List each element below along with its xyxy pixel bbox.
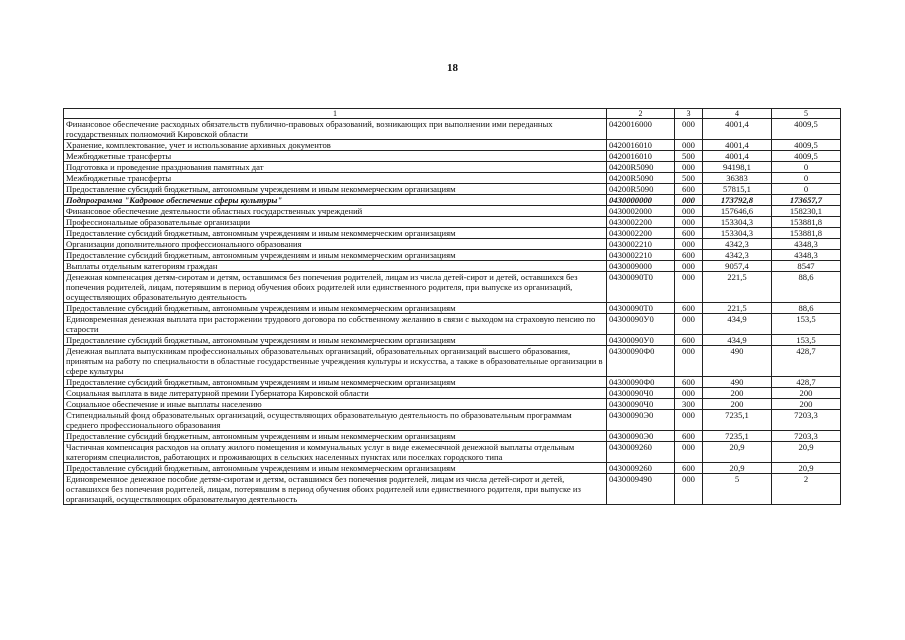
row-value-4-cell: 200 [703,388,772,399]
row-name-cell: Единовременная денежная выплата при расторжении трудового договора по собственному желанию в связи с выходом на страховую пенсию по старости [64,314,607,335]
row-code-cell: 04300090Ф0 [607,346,675,377]
row-value-4-cell: 173792,8 [703,195,772,206]
row-vr-cell: 600 [675,335,703,346]
row-value-5-cell: 153,5 [772,314,841,335]
row-name-cell: Стипендиальный фонд образовательных организаций, осуществляющих образовательную деятельность по образовательным программам среднего профессионального образования [64,410,607,431]
row-code-cell: 0430002200 [607,228,675,239]
row-value-4-cell: 20,9 [703,442,772,463]
row-value-5-cell: 153881,8 [772,217,841,228]
row-value-4-cell: 490 [703,346,772,377]
row-code-cell: 0430000000 [607,195,675,206]
row-value-5-cell: 7203,3 [772,410,841,431]
table-row [64,151,841,162]
row-name-cell: Предоставление субсидий бюджетным, автономным учреждениям и иным некоммерческим организациям [64,377,607,388]
row-vr-cell: 600 [675,250,703,261]
table-row [64,474,841,505]
table-row [64,314,841,335]
table-row [64,303,841,314]
row-name-cell: Выплаты отдельным категориям граждан [64,261,607,272]
table-row [64,250,841,261]
row-code-cell: 0420016010 [607,151,675,162]
row-code-cell: 04300090Ф0 [607,377,675,388]
row-value-4-cell: 153304,3 [703,228,772,239]
row-value-5-cell: 20,9 [772,442,841,463]
row-code-cell: 0430002200 [607,217,675,228]
row-value-4-cell: 5 [703,474,772,505]
row-value-5-cell: 0 [772,162,841,173]
row-name-cell: Предоставление субсидий бюджетным, автономным учреждениям и иным некоммерческим организациям [64,431,607,442]
row-name-cell: Денежная компенсация детям-сиротам и детям, оставшимся без попечения родителей, лицам из числа детей-сирот и детей, оставшихся без попечения родителей, лицам, потерявшим в период обучения обоих родителей или единственного родителя, при выпуске из организаций, осуществляющих образовательную деятельность [64,272,607,303]
row-value-4-cell: 94198,1 [703,162,772,173]
table-row [64,140,841,151]
row-vr-cell: 000 [675,140,703,151]
row-vr-cell: 500 [675,173,703,184]
table-row [64,239,841,250]
row-vr-cell: 000 [675,314,703,335]
header-cell: 2 [607,109,675,119]
row-name-cell: Подготовка и проведение празднования памятных дат [64,162,607,173]
row-value-4-cell: 7235,1 [703,431,772,442]
row-code-cell: 0430002000 [607,206,675,217]
row-code-cell: 04300090Т0 [607,272,675,303]
table-row [64,228,841,239]
table-header-row [64,109,841,119]
row-code-cell: 0420016010 [607,140,675,151]
table-row [64,195,841,206]
row-name-cell: Хранение, комплектование, учет и использование архивных документов [64,140,607,151]
row-value-4-cell: 434,9 [703,314,772,335]
row-vr-cell: 000 [675,217,703,228]
row-code-cell: 04200R5090 [607,184,675,195]
row-value-5-cell: 4009,5 [772,119,841,140]
row-code-cell: 0430009260 [607,463,675,474]
row-name-cell: Социальное обеспечение и иные выплаты населению [64,399,607,410]
row-value-4-cell: 4001,4 [703,140,772,151]
row-vr-cell: 000 [675,206,703,217]
row-value-5-cell: 200 [772,399,841,410]
row-value-4-cell: 490 [703,377,772,388]
row-vr-cell: 000 [675,410,703,431]
row-name-cell: Предоставление субсидий бюджетным, автономным учреждениям и иным некоммерческим организациям [64,250,607,261]
row-name-cell: Социальная выплата в виде литературной премии Губернатора Кировской области [64,388,607,399]
row-value-5-cell: 7203,3 [772,431,841,442]
row-value-5-cell: 4009,5 [772,151,841,162]
row-name-cell: Межбюджетные трансферты [64,151,607,162]
row-vr-cell: 000 [675,346,703,377]
row-value-4-cell: 434,9 [703,335,772,346]
row-vr-cell: 000 [675,239,703,250]
row-code-cell: 04300090У0 [607,335,675,346]
budget-table-body [64,109,841,505]
row-value-5-cell: 88,6 [772,303,841,314]
row-name-cell: Предоставление субсидий бюджетным, автономным учреждениям и иным некоммерческим организациям [64,463,607,474]
row-vr-cell: 000 [675,162,703,173]
row-code-cell: 04300090Э0 [607,410,675,431]
row-name-cell: Предоставление субсидий бюджетным, автономным учреждениям и иным некоммерческим организациям [64,184,607,195]
table-row [64,431,841,442]
header-cell: 4 [703,109,772,119]
row-vr-cell: 300 [675,399,703,410]
table-row [64,217,841,228]
row-code-cell: 04300090Ч0 [607,388,675,399]
row-vr-cell: 000 [675,119,703,140]
row-value-5-cell: 8547 [772,261,841,272]
row-value-5-cell: 4009,5 [772,140,841,151]
table-row [64,410,841,431]
row-code-cell: 04300090У0 [607,314,675,335]
row-code-cell: 0430002210 [607,239,675,250]
row-code-cell: 0430009490 [607,474,675,505]
row-value-5-cell: 428,7 [772,377,841,388]
row-code-cell: 04200R5090 [607,173,675,184]
row-value-4-cell: 157646,6 [703,206,772,217]
table-row [64,261,841,272]
row-value-4-cell: 4342,3 [703,250,772,261]
row-value-5-cell: 2 [772,474,841,505]
row-value-4-cell: 57815,1 [703,184,772,195]
table-row [64,119,841,140]
row-name-cell: Финансовое обеспечение расходных обязательств публично-правовых образований, возникающих при выполнении ими переданных государственных полномочий Кировской области [64,119,607,140]
table-row [64,388,841,399]
row-vr-cell: 600 [675,228,703,239]
row-vr-cell: 000 [675,195,703,206]
table-row [64,442,841,463]
table-row [64,463,841,474]
table-row [64,173,841,184]
row-value-5-cell: 428,7 [772,346,841,377]
row-name-cell: Денежная выплата выпускникам профессиональных образовательных организаций, образовательных организаций высшего образования, принятым на работу по специальности в областные государственные учреждения культуры и искусства, а также в образовательные организации в сфере культуры [64,346,607,377]
header-cell: 1 [64,109,607,119]
table-row [64,377,841,388]
row-vr-cell: 000 [675,261,703,272]
table-row [64,162,841,173]
row-value-5-cell: 0 [772,184,841,195]
row-value-4-cell: 36383 [703,173,772,184]
row-value-4-cell: 20,9 [703,463,772,474]
header-cell: 3 [675,109,703,119]
row-code-cell: 0430009000 [607,261,675,272]
table-row [64,399,841,410]
header-cell: 5 [772,109,841,119]
row-value-4-cell: 153304,3 [703,217,772,228]
row-name-cell: Предоставление субсидий бюджетным, автономным учреждениям и иным некоммерческим организациям [64,228,607,239]
row-value-5-cell: 4348,3 [772,239,841,250]
table-row [64,335,841,346]
row-code-cell: 04300090Т0 [607,303,675,314]
budget-table [63,108,841,505]
row-name-cell: Профессиональные образовательные организации [64,217,607,228]
row-vr-cell: 600 [675,184,703,195]
row-name-cell: Межбюджетные трансферты [64,173,607,184]
row-code-cell: 0430009260 [607,442,675,463]
row-value-5-cell: 200 [772,388,841,399]
row-name-cell: Подпрограмма "Кадровое обеспечение сферы культуры" [64,195,607,206]
row-vr-cell: 600 [675,377,703,388]
row-vr-cell: 600 [675,463,703,474]
row-vr-cell: 600 [675,431,703,442]
row-vr-cell: 000 [675,442,703,463]
row-value-4-cell: 4342,3 [703,239,772,250]
page-number: 18 [447,62,458,74]
row-value-4-cell: 4001,4 [703,151,772,162]
row-value-4-cell: 9057,4 [703,261,772,272]
row-value-4-cell: 221,5 [703,272,772,303]
row-code-cell: 04200R5090 [607,162,675,173]
row-vr-cell: 600 [675,303,703,314]
row-name-cell: Финансовое обеспечение деятельности областных государственных учреждений [64,206,607,217]
table-row [64,272,841,303]
table-row [64,206,841,217]
row-code-cell: 0420016000 [607,119,675,140]
row-name-cell: Предоставление субсидий бюджетным, автономным учреждениям и иным некоммерческим организациям [64,335,607,346]
row-value-5-cell: 88,6 [772,272,841,303]
row-value-5-cell: 4348,3 [772,250,841,261]
row-vr-cell: 000 [675,388,703,399]
row-value-4-cell: 7235,1 [703,410,772,431]
row-code-cell: 04300090Ч0 [607,399,675,410]
row-value-4-cell: 200 [703,399,772,410]
row-value-5-cell: 0 [772,173,841,184]
row-value-5-cell: 158230,1 [772,206,841,217]
row-value-4-cell: 221,5 [703,303,772,314]
row-name-cell: Предоставление субсидий бюджетным, автономным учреждениям и иным некоммерческим организациям [64,303,607,314]
row-code-cell: 04300090Э0 [607,431,675,442]
table-row [64,184,841,195]
row-value-5-cell: 173657,7 [772,195,841,206]
row-value-5-cell: 20,9 [772,463,841,474]
row-value-5-cell: 153881,8 [772,228,841,239]
row-name-cell: Организации дополнительного профессионального образования [64,239,607,250]
row-vr-cell: 000 [675,272,703,303]
row-code-cell: 0430002210 [607,250,675,261]
row-name-cell: Частичная компенсация расходов на оплату жилого помещения и коммунальных услуг в виде ежемесячной денежной выплаты отдельным категориям специалистов, работающих и проживающих в сельских населенных пунктах или поселках городского типа [64,442,607,463]
row-vr-cell: 000 [675,474,703,505]
row-name-cell: Единовременное денежное пособие детям-сиротам и детям, оставшимся без попечения родителей, лицам из числа детей-сирот и детей, оставшихся без попечения родителей, лицам, потерявшим в период обучения обоих родителей или единственного родителя, при выпуске из организаций, осуществляющих образовательную деятельность [64,474,607,505]
table-row [64,346,841,377]
row-vr-cell: 500 [675,151,703,162]
row-value-4-cell: 4001,4 [703,119,772,140]
row-value-5-cell: 153,5 [772,335,841,346]
